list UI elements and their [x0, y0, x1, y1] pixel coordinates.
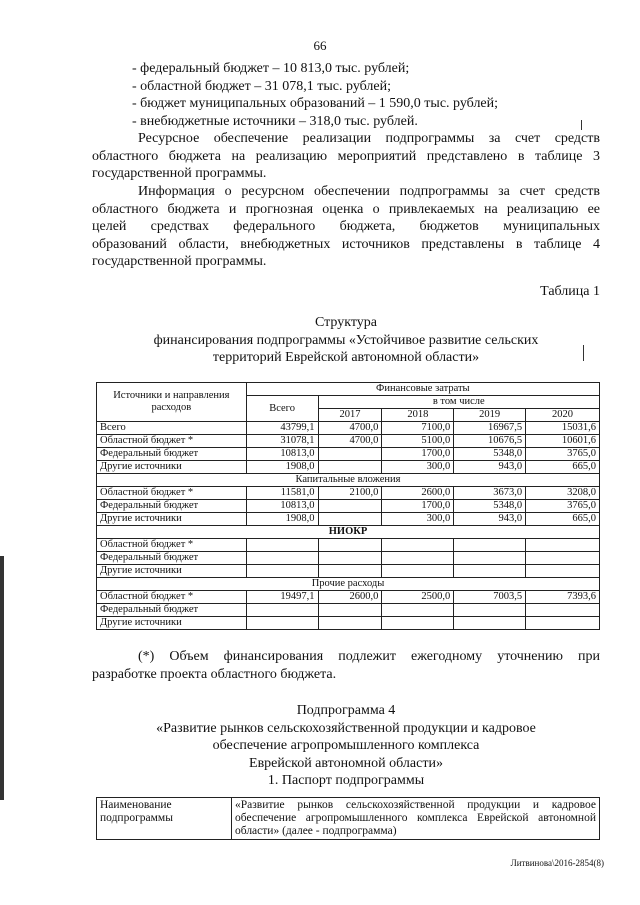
value-cell [454, 604, 526, 617]
value-cell: 43799,1 [246, 422, 318, 435]
page-number: 66 [313, 38, 327, 53]
budget-line: - областной бюджет – 31 078,1 тыс. рублей; [132, 78, 391, 94]
table-row [97, 448, 600, 461]
value-cell [382, 617, 454, 630]
row-label: Другие источники [97, 461, 247, 474]
text-line: Информация о ресурсном обеспечении подпрограммы за счет средств [138, 184, 600, 199]
row-label: Областной бюджет * [97, 539, 247, 552]
table-row [97, 591, 600, 604]
value-cell [246, 552, 318, 565]
financing-table [96, 382, 600, 630]
scan-edge [0, 556, 4, 800]
row-label: Другие источники [97, 617, 247, 630]
value-cell [526, 604, 600, 617]
value-cell: 3765,0 [526, 448, 600, 461]
value-cell [318, 565, 382, 578]
text-line: образований области, внебюджетных источников представлены в таблице 4 [92, 236, 600, 252]
table-row [97, 565, 600, 578]
text-line: государственной программы. [92, 254, 267, 269]
value-cell [318, 448, 382, 461]
row-label: Другие источники [97, 513, 247, 526]
row-label: Областной бюджет * [97, 591, 247, 604]
table-row [97, 513, 600, 526]
table-title-line: финансирования подпрограммы «Устойчивое развитие сельских [153, 332, 539, 348]
row-label: Другие источники [97, 565, 247, 578]
value-cell: 10813,0 [246, 448, 318, 461]
value-cell: 5100,0 [382, 435, 454, 448]
table-row [97, 617, 600, 630]
value-cell: 1700,0 [382, 448, 454, 461]
value-cell: 15031,6 [526, 422, 600, 435]
table-row [97, 461, 600, 474]
table-row [97, 487, 600, 500]
text-line: разработке проекта областного бюджета. [92, 666, 337, 682]
budget-line: - внебюджетные источники – 318,0 тыс. рублей. [132, 113, 418, 129]
value-cell [318, 617, 382, 630]
subprogram-line: «Развитие рынков сельскохозяйственной продукции и кадровое [156, 720, 536, 736]
table-row [97, 604, 600, 617]
value-cell [246, 539, 318, 552]
header-including: в том числе [318, 396, 599, 409]
value-cell: 943,0 [454, 461, 526, 474]
row-label: Федеральный бюджет [97, 500, 247, 513]
scan-mark [581, 120, 582, 130]
text-line: (*) Объем финансирования подлежит ежегодному уточнению при [138, 649, 600, 664]
subprogram-line: 1. Паспорт подпрограммы [267, 773, 425, 788]
subprogram-line: обеспечение агропромышленного комплекса [212, 738, 480, 753]
section-title: Прочие расходы [97, 578, 600, 591]
value-cell [318, 513, 382, 526]
value-cell [318, 539, 382, 552]
value-cell: 300,0 [382, 513, 454, 526]
value-cell [318, 552, 382, 565]
value-cell: 4700,0 [318, 435, 382, 448]
value-cell: 3673,0 [454, 487, 526, 500]
value-cell: 3208,0 [526, 487, 600, 500]
value-cell [454, 539, 526, 552]
row-label: Всего [97, 422, 247, 435]
value-cell [526, 617, 600, 630]
section-row [97, 474, 600, 487]
text-line: Ресурсное обеспечение реализации подпрограммы за счет средств [138, 131, 600, 146]
value-cell: 2100,0 [318, 487, 382, 500]
table-label: Таблица 1 [540, 284, 600, 299]
row-label: Областной бюджет * [97, 487, 247, 500]
value-cell: 2500,0 [382, 591, 454, 604]
value-cell [526, 552, 600, 565]
value-cell: 7393,6 [526, 591, 600, 604]
value-cell [318, 500, 382, 513]
row-label: Областной бюджет * [97, 435, 247, 448]
value-cell [318, 604, 382, 617]
table-row [97, 422, 600, 435]
text-line: областного бюджета на реализацию мероприятий представлено в таблице 3 [92, 148, 600, 164]
value-cell [246, 565, 318, 578]
value-cell [382, 539, 454, 552]
paragraph-resources [92, 130, 600, 183]
table-row [97, 500, 600, 513]
row-label: Федеральный бюджет [97, 604, 247, 617]
header-year: 2019 [454, 409, 526, 422]
value-cell: 31078,1 [246, 435, 318, 448]
value-cell [246, 604, 318, 617]
section-row [97, 526, 600, 539]
header-total: Всего [246, 396, 318, 422]
table-title-line: территорий Еврейской автономной области» [212, 350, 480, 365]
value-cell: 10601,6 [526, 435, 600, 448]
passport-value: «Развитие рынков сельскохозяйственной продукции и кадровое обеспечение агропромышленного комплекса Еврейской автономной области» (далее - подпрограмма) [232, 798, 600, 840]
value-cell: 10676,5 [454, 435, 526, 448]
table-title-line: Структура [314, 315, 378, 330]
value-cell [526, 565, 600, 578]
value-cell [382, 565, 454, 578]
table-row [97, 435, 600, 448]
value-cell [382, 604, 454, 617]
value-cell: 11581,0 [246, 487, 318, 500]
budget-line: - федеральный бюджет – 10 813,0 тыс. рублей; [132, 61, 410, 76]
value-cell [454, 565, 526, 578]
scan-mark [583, 345, 584, 361]
value-cell: 943,0 [454, 513, 526, 526]
table-title [92, 314, 600, 367]
value-cell [454, 617, 526, 630]
value-cell: 665,0 [526, 513, 600, 526]
row-label: Федеральный бюджет [97, 448, 247, 461]
value-cell [318, 461, 382, 474]
text-line: областного бюджета и прогнозная оценка о привлекаемых на реализацию ее [92, 201, 600, 217]
header-year: 2017 [318, 409, 382, 422]
header-year: 2018 [382, 409, 454, 422]
footer-code: Литвинова\2016-2854(8) [510, 858, 604, 868]
value-cell: 665,0 [526, 461, 600, 474]
table-row [97, 552, 600, 565]
text-line: целей средствах федерального бюджета, бюджетов муниципальных [92, 219, 600, 234]
section-title: НИОКР [97, 526, 600, 539]
value-cell: 19497,1 [246, 591, 318, 604]
value-cell [454, 552, 526, 565]
budget-line: - бюджет муниципальных образований – 1 590,0 тыс. рублей; [132, 96, 499, 111]
value-cell: 2600,0 [382, 487, 454, 500]
value-cell: 2600,0 [318, 591, 382, 604]
value-cell: 300,0 [382, 461, 454, 474]
value-cell: 16967,5 [454, 422, 526, 435]
value-cell: 3765,0 [526, 500, 600, 513]
subprogram-heading [92, 702, 600, 790]
text-line: государственной программы. [92, 166, 267, 181]
footnote [92, 648, 600, 683]
subprogram-line: Еврейской автономной области» [249, 755, 443, 771]
value-cell [382, 552, 454, 565]
table-row [97, 539, 600, 552]
value-cell: 1908,0 [246, 461, 318, 474]
section-row [97, 578, 600, 591]
value-cell [526, 539, 600, 552]
header-financial-costs: Финансовые затраты [246, 383, 599, 396]
value-cell: 1908,0 [246, 513, 318, 526]
paragraph-information [92, 183, 600, 271]
value-cell: 10813,0 [246, 500, 318, 513]
value-cell: 1700,0 [382, 500, 454, 513]
passport-table [96, 797, 600, 840]
header-year: 2020 [526, 409, 600, 422]
passport-label: Наименование подпрограммы [97, 798, 232, 840]
value-cell: 7003,5 [454, 591, 526, 604]
section-title: Капитальные вложения [97, 474, 600, 487]
value-cell: 5348,0 [454, 448, 526, 461]
row-label: Федеральный бюджет [97, 552, 247, 565]
budget-list [92, 60, 600, 130]
value-cell [246, 617, 318, 630]
header-source: Источники и направления расходов [97, 383, 247, 422]
value-cell: 7100,0 [382, 422, 454, 435]
value-cell: 5348,0 [454, 500, 526, 513]
value-cell: 4700,0 [318, 422, 382, 435]
subprogram-line: Подпрограмма 4 [296, 703, 396, 718]
